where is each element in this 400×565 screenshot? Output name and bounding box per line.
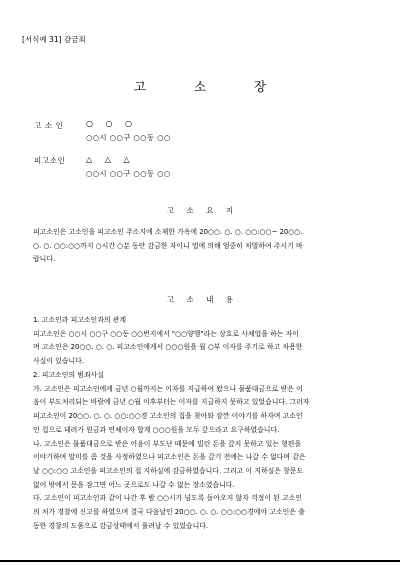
complainant-label: 고 소 인 [34, 121, 64, 130]
body-line: 나. 고소인은 물품대금으로 받은 어음이 부도난 때문에 빌린 돈을 갚지 못하고 있는 형편을 [33, 439, 302, 448]
body-line: 의 처가 경찰에 신고를 하였으며 결국 다음날인 20○○. ○. ○. ○○:○○경에야 고소인은 출 [33, 508, 305, 517]
bottom-rule [0, 560, 400, 562]
summary-heading: 고 소 요 지 [166, 206, 239, 215]
body-line: 가. 고소인은 피고소인에게 금년 ○월까지는 이자를 지급하여 왔으나 물품대금으로 받은 어 [33, 384, 303, 393]
section-heading: 1. 고소인과 피고소인과의 관계 [33, 316, 127, 324]
form-number: [서식예 31] 감금죄 [22, 35, 86, 44]
body-line: 사실이 있습니다. [33, 357, 84, 366]
summary-line: ○. ○. ○○:○○까지 ○시간 ○분 동안 감금한 자이니 법에 의해 엄중히 처벌하여 주시기 바 [33, 241, 303, 250]
body-line: 며 고소인은 20○○. ○. ○. 피고소인에게서 ○○○원을 월 ○부 이자를 주기로 하고 차용한 [33, 343, 303, 352]
summary-line: 피고소인은 고소인을 피고소인 주소지에 소재한 가옥에 20○○. ○. ○. ○○:○○~ 20○○. [33, 228, 303, 236]
complainant-address: ○○시 ○○구 ○○동 ○○ [86, 133, 171, 142]
summary-paragraph [33, 226, 368, 267]
body-line: 인 집으로 데려가 원금과 연체이자 합계 ○○○원을 모두 갚으라고 요구하였습니다. [33, 425, 280, 434]
section-facts [33, 369, 368, 533]
body-line: 피고소인이 20○○. ○. ○. ○○:○○경 고소인의 집을 찾아와 잠깐 이야기를 하자며 고소인 [33, 412, 303, 421]
complainant-name: ○ ○ ○ [86, 119, 138, 128]
section-heading: 2. 피고소인의 범죄사실 [33, 371, 104, 379]
body-line: 동한 경찰의 도움으로 감금상태에서 풀려날 수 있었습니다. [33, 521, 209, 530]
body-line: 음이 부도처리되는 바람에 금년 ○월 이후부터는 이자를 지급하지 못하고 있었습니다. 그러자 [33, 398, 310, 407]
body-line: 다. 고소인이 피고소인과 같이 나간 후 밤 ○○시가 넘도록 돌아오지 않자 걱정이 된 고소인 [33, 494, 303, 503]
body-heading: 고 소 내 용 [166, 295, 239, 304]
body-line: 피고소인은 ○○시 ○○구 ○○동 ○○번지에서 "○○양행"라는 상호로 사채업을 하는 자이 [33, 329, 299, 338]
accused-label: 피고소인 [34, 156, 66, 165]
body-line: 이야기하며 말미를 좀 것을 사정하였으나 피고소인은 돈을 갚기 전에는 나갈 수 없다며 같은 [33, 453, 306, 462]
body-line: 날 ○○:○○ 고소인을 피고소인의 집 지하실에 감금하였습니다. 그리고 이 지하실은 창문도 [33, 466, 304, 475]
accused-name: △ △ △ [86, 155, 135, 164]
document-title: 고 소 장 [133, 79, 289, 94]
summary-line: 랍니다. [33, 255, 56, 264]
section-relationship [33, 314, 368, 369]
accused-address: ○○시 ○○구 ○○동 ○○ [86, 169, 171, 178]
body-line: 없어 밖에서 문을 잠그면 어느 곳으로도 나갈 수 없는 장소였습니다. [33, 480, 235, 489]
